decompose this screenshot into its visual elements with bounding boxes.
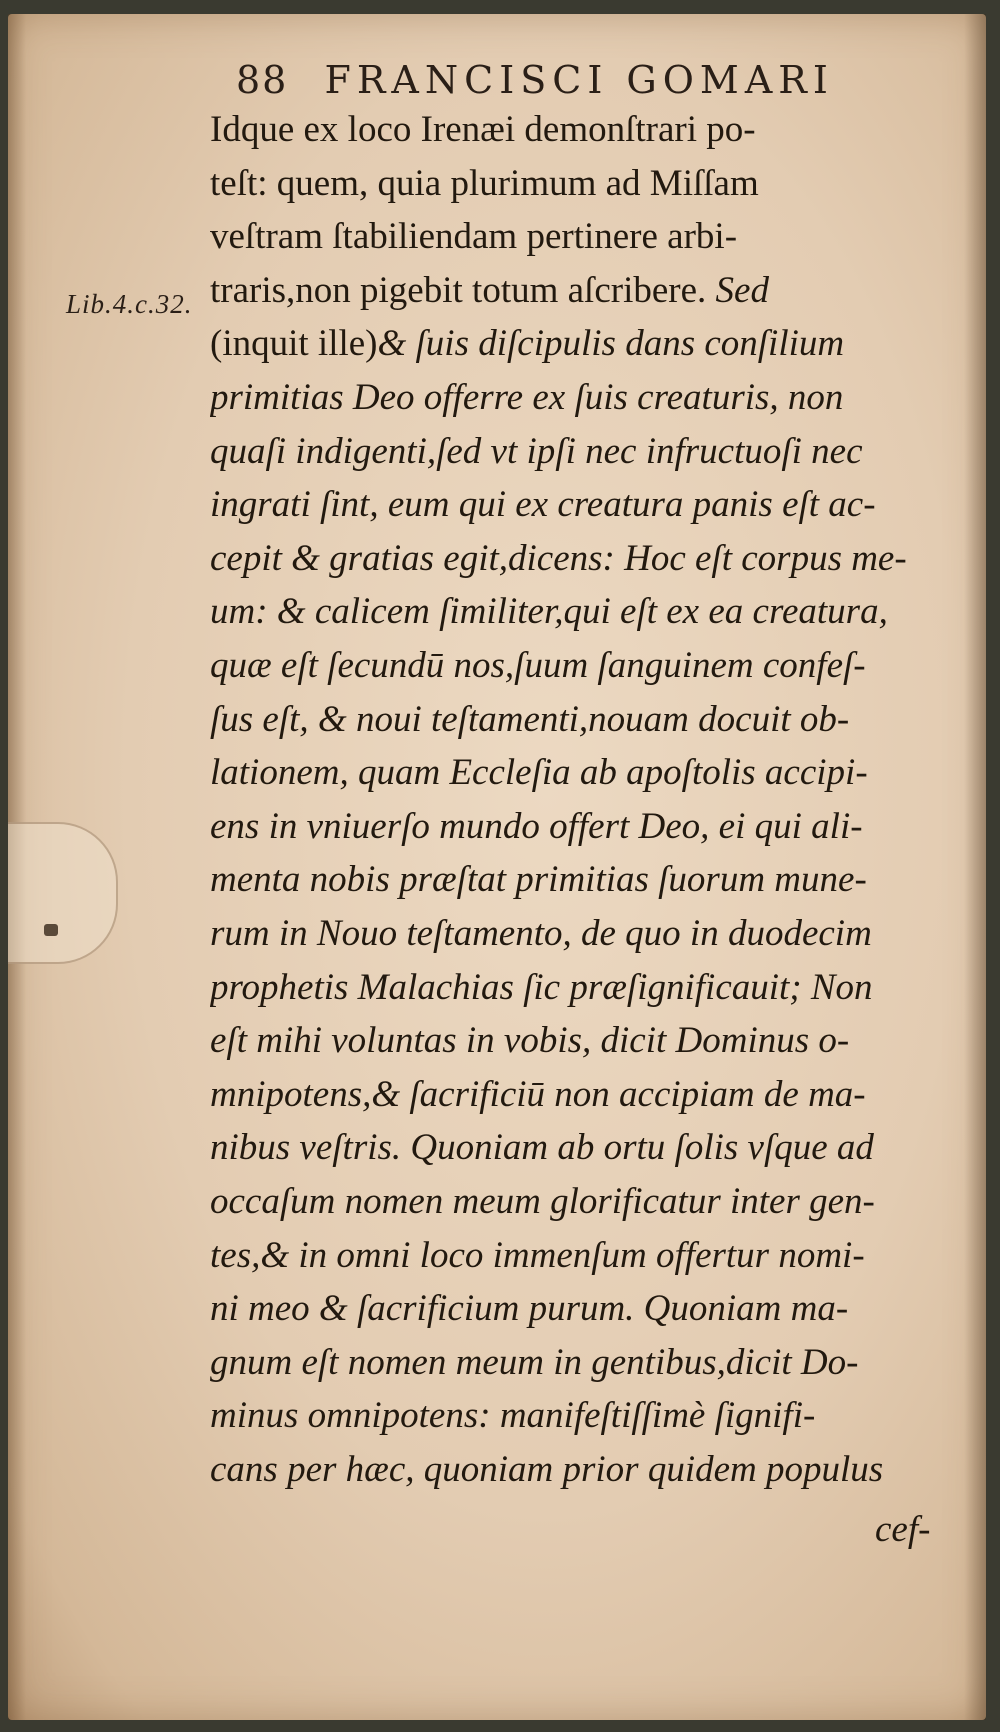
text-line [210,376,938,424]
text-line [210,537,938,585]
text-line-content: gnum eſt nomen meum in gentibus,dicit Do- [210,1341,859,1383]
text-line [210,1180,938,1228]
text-line [210,590,938,638]
text-line [210,1234,938,1282]
text-line [210,805,938,853]
text-line-content: eſt mihi voluntas in vobis, dicit Dominus o- [210,1020,850,1062]
text-line-content: teſt: quem, quia plurimum ad Miſſam [210,162,759,204]
text-line [210,108,938,156]
text-line-content: prophetis Malachias ſic præſignificauit; Non [210,966,873,1008]
text-line-content: nibus veſtris. Quoniam ab ortu ſolis vſque ad [210,1127,874,1169]
catchword: cef- [875,1509,931,1550]
text-line-content: mnipotens,& ſacrificiū non accipiam de ma- [210,1073,866,1115]
text-line [210,751,938,799]
text-line-content: menta nobis præſtat primitias ſuorum mune- [210,859,867,901]
text-line-content: ens in vniuerſo mundo offert Deo, ei qui ali- [210,805,863,847]
text-line [210,483,938,531]
text-line [210,858,938,906]
text-line-italic-tail: & ſuis diſcipulis dans conſilium [377,323,845,365]
text-line-content: tes,& in omni loco immenſum offertur nomi- [210,1234,865,1276]
text-line [210,966,938,1014]
text-line [210,1448,938,1496]
text-line [210,912,938,960]
text-line-content: lationem, quam Eccleſia ab apoſtolis accipi- [210,752,868,794]
text-line [210,1019,938,1067]
text-line [210,698,938,746]
text-line [210,162,938,210]
text-line-content: traris,non pigebit totum aſcribere. [210,269,707,311]
text-line-content: rum in Nouo teſtamento, de quo in duodecim [210,913,872,954]
text-line [210,1073,938,1121]
text-line [210,322,938,370]
text-line-content: primitias Deo offerre ex ſuis creaturis, non [210,377,844,418]
text-line-content: quaſi indigenti,ſed vt ipſi nec infructuoſi nec [210,430,863,472]
text-line [210,1341,938,1389]
text-line-content: cans per hæc, quoniam prior quidem populus [210,1449,884,1490]
text-line-content: ni meo & ſacrificium purum. Quoniam ma- [210,1288,849,1330]
text-line-content: ingrati ſint, eum qui ex creatura panis eſt ac- [210,484,876,526]
text-line-content: cepit & gratias egit,dicens: Hoc eſt corpus me- [210,537,907,579]
text-line-content: (inquit ille) [210,323,378,365]
text-line-content: minus omnipotens: manifeſtiſſimè ſignifi- [210,1395,816,1437]
text-line-content: Idque ex loco Irenæi demonſtrari po- [210,109,756,150]
text-line-content: ſus eſt, & noui teſtamenti,nouam docuit ob- [210,698,850,740]
text-line [210,1287,938,1335]
page-number: 88 [236,58,289,102]
text-line [210,215,938,263]
text-line [210,1126,938,1174]
text-line [210,269,938,317]
text-line-content: occaſum nomen meum glorificatur inter gen- [210,1181,875,1222]
text-line-italic-tail: Sed [706,269,769,311]
text-line-content: um: & calicem ſimiliter,qui eſt ex ea creatura, [210,591,888,633]
text-line [210,430,938,478]
margin-note: Lib.4.c.32. [66,289,193,319]
text-line [210,1394,938,1442]
text-line-content: quæ eſt ſecundū nos,ſuum ſanguinem confeſ- [210,645,866,686]
text-line-content: veſtram ſtabiliendam pertinere arbi- [210,216,738,258]
text-line [210,644,938,692]
running-head-title: FRANCISCI GOMARI [324,58,834,102]
